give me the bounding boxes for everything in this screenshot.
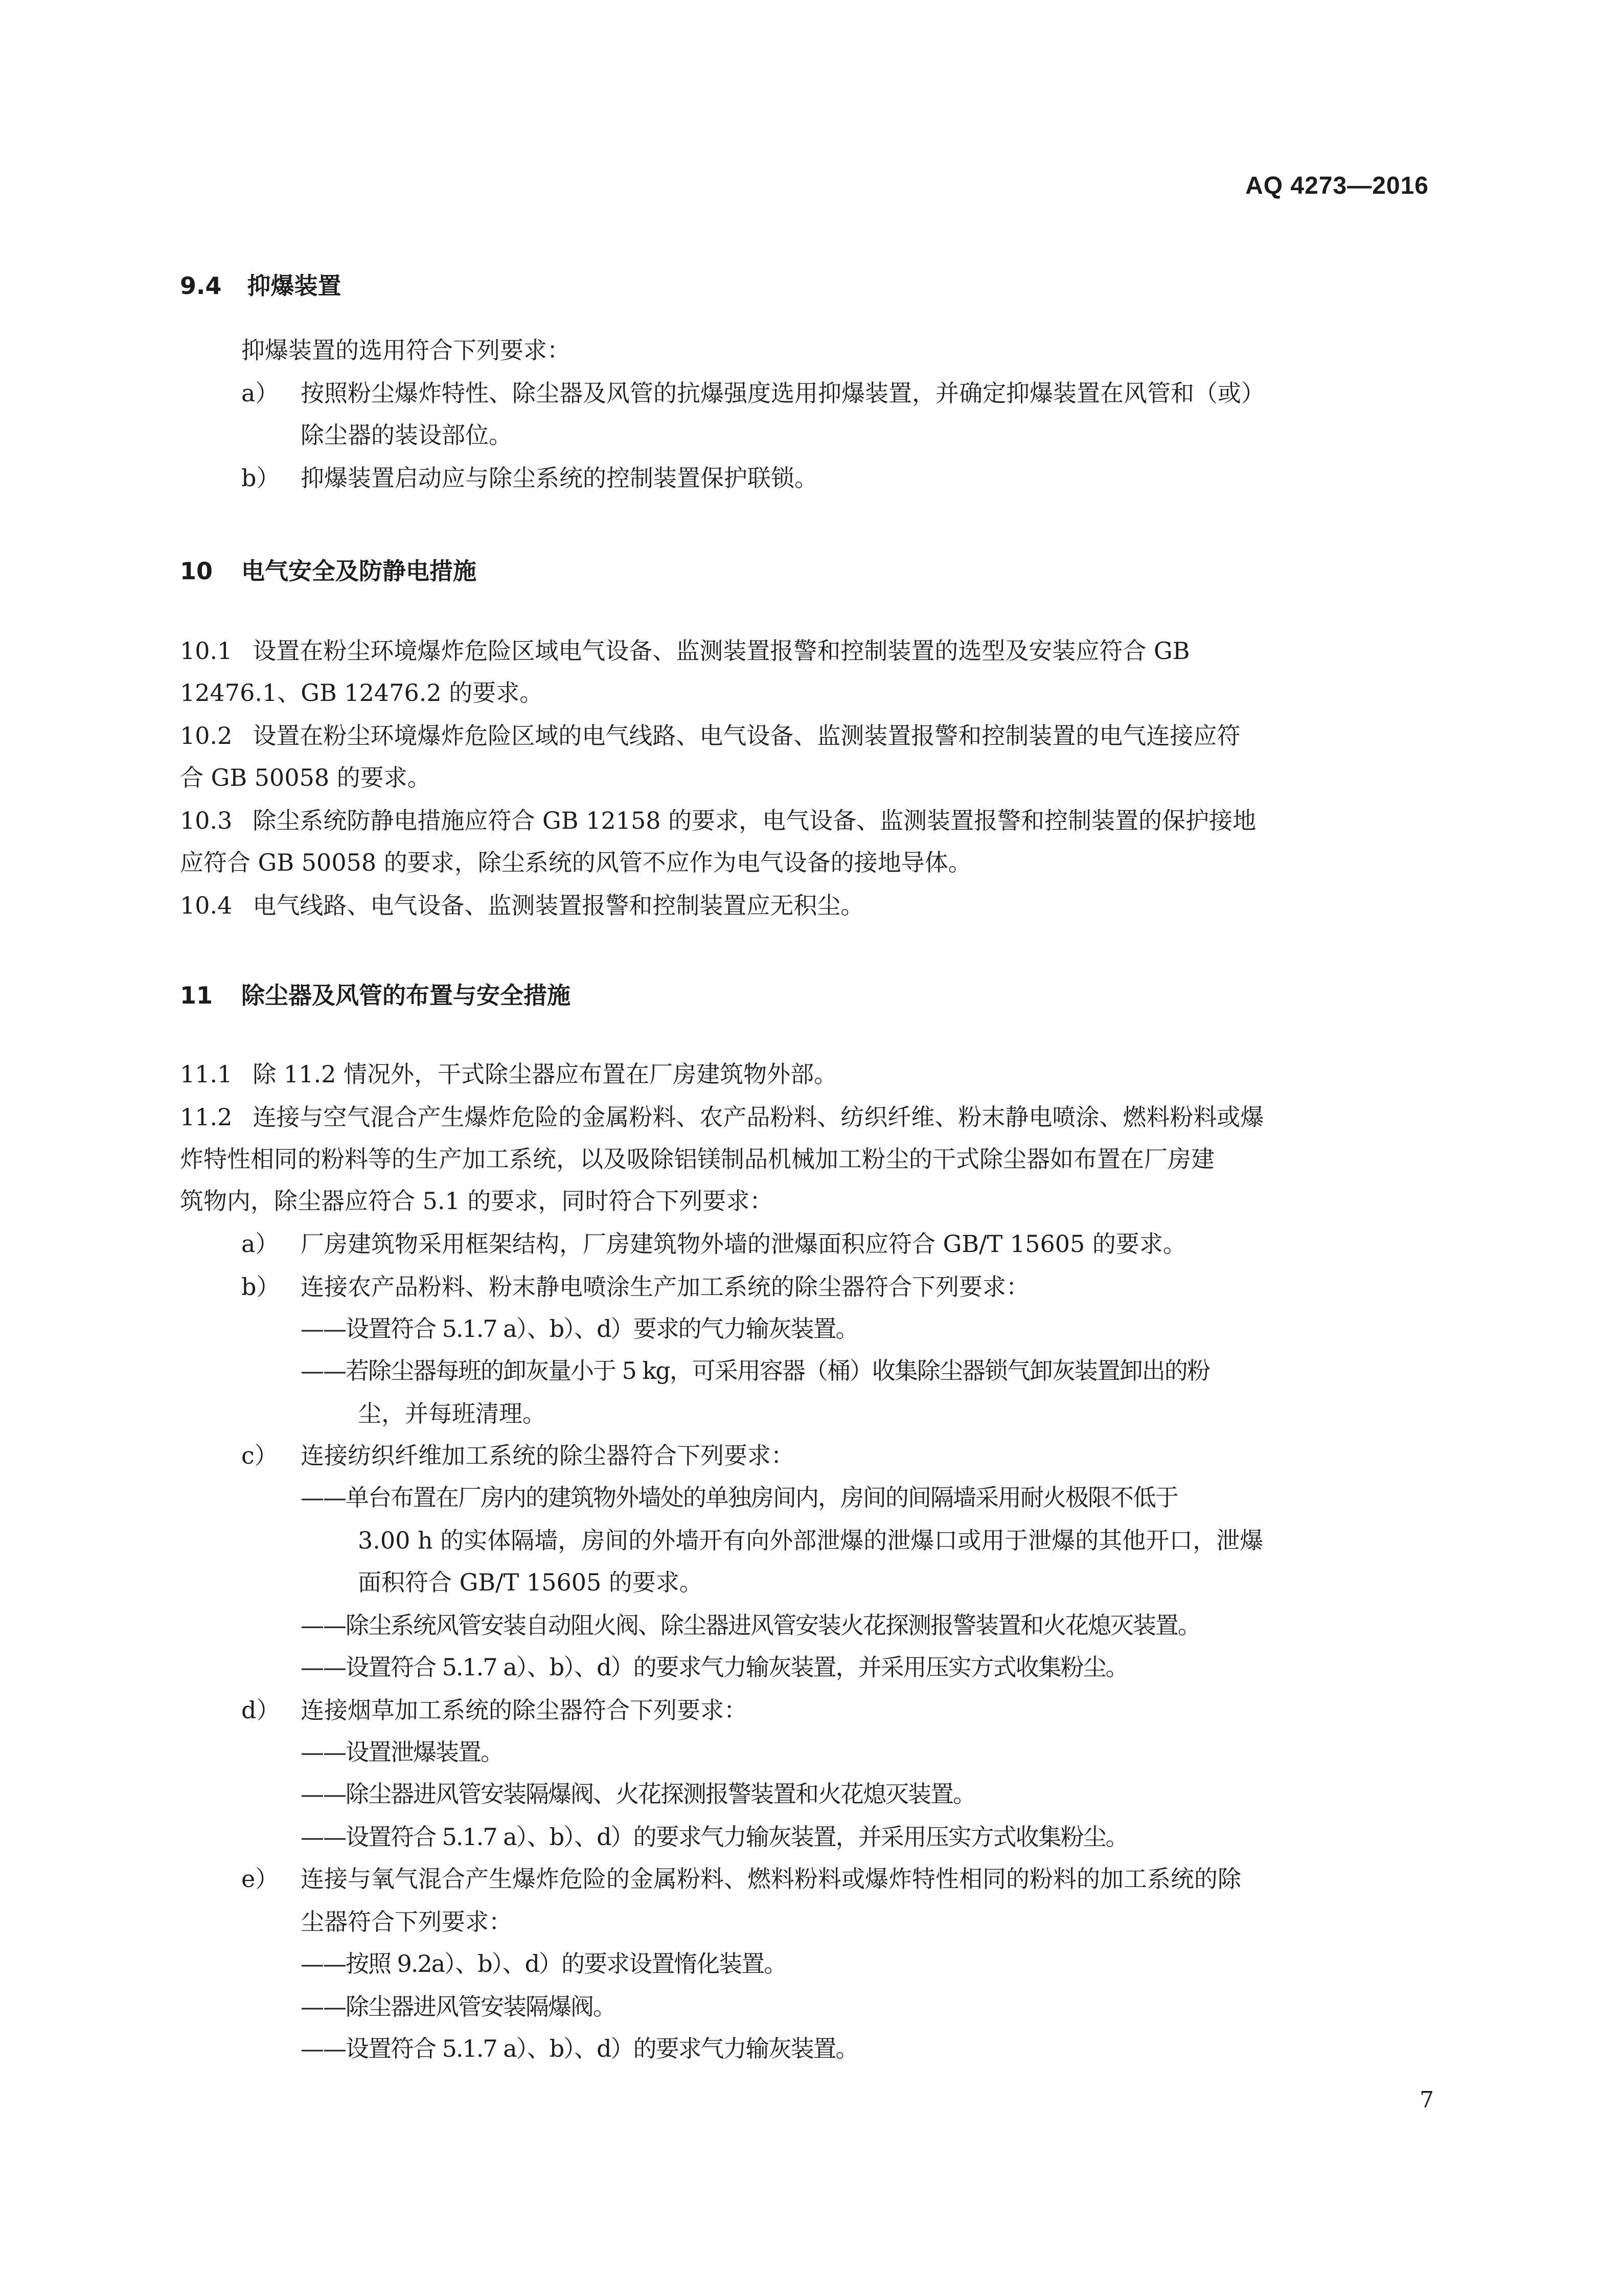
section-number: 11 — [180, 982, 213, 1009]
list-text: 连接纺织纤维加工系统的除尘器符合下列要求： — [301, 1442, 794, 1469]
list-text: 抑爆装置启动应与除尘系统的控制装置保护联锁。 — [301, 464, 818, 492]
list-marker: e） — [241, 1865, 279, 1893]
clause-10-1 — [180, 636, 1190, 666]
section-title: 除尘器及风管的布置与安全措施 — [241, 982, 570, 1009]
section-9-4-heading — [180, 271, 341, 301]
list-text: 连接烟草加工系统的除尘器符合下列要求： — [301, 1696, 747, 1724]
dash-item: ——按照 9.2a）、b）、d）的要求设置惰化装置。 — [301, 1950, 787, 1977]
clause-10-4 — [180, 891, 864, 920]
clause-text-cont: 合 GB 50058 的要求。 — [180, 764, 431, 791]
section-number: 10 — [180, 557, 213, 585]
clause-10-2 — [180, 721, 1240, 751]
clause-number: 11.2 — [180, 1103, 233, 1131]
list-item — [241, 1229, 1186, 1259]
dash-item-cont: 尘，并每班清理。 — [358, 1400, 546, 1427]
list-marker: a） — [241, 1230, 279, 1258]
page-number: 7 — [1420, 2087, 1434, 2113]
clause-number: 10.1 — [180, 637, 233, 665]
dash-item: ——设置符合 5.1.7 a）、b）、d）的要求气力输灰装置，并采用压实方式收集粉尘。 — [301, 1823, 1128, 1851]
clause-text-cont: 筑物内，除尘器应符合 5.1 的要求，同时符合下列要求： — [180, 1187, 773, 1215]
list-item — [241, 1441, 794, 1470]
list-marker: c） — [241, 1442, 278, 1469]
clause-text: 除 11.2 情况外，干式除尘器应布置在厂房建筑物外部。 — [253, 1060, 838, 1088]
list-item — [241, 378, 1265, 408]
dash-item: ——设置符合 5.1.7 a）、b）、d）要求的气力输灰装置。 — [301, 1315, 858, 1343]
list-item — [241, 463, 818, 493]
section-title: 电气安全及防静电措施 — [241, 557, 476, 585]
dash-item: ——除尘系统风管安装自动阻火阀、除尘器进风管安装火花探测报警装置和火花熄灭装置。 — [301, 1611, 1200, 1639]
section-11-heading — [180, 981, 570, 1010]
dash-item-cont: 面积符合 GB/T 15605 的要求。 — [358, 1568, 703, 1596]
list-text-cont: 除尘器的装设部位。 — [301, 421, 512, 449]
document-code-header: AQ 4273—2016 — [1245, 172, 1429, 199]
list-item — [241, 1272, 1030, 1302]
clause-text: 连接与空气混合产生爆炸危险的金属粉料、农产品粉料、纺织纤维、粉末静电喷涂、燃料粉料或爆 — [253, 1103, 1264, 1131]
clause-11-2 — [180, 1102, 1264, 1132]
list-item — [241, 1695, 747, 1725]
clause-text-cont: 炸特性相同的粉料等的生产加工系统，以及吸除铝镁制品机械加工粉尘的干式除尘器如布置在厂房建 — [180, 1145, 1215, 1173]
dash-item: ——单台布置在厂房内的建筑物外墙处的单独房间内，房间的间隔墙采用耐火极限不低于 — [301, 1484, 1178, 1511]
paragraph: 抑爆装置的选用符合下列要求： — [241, 336, 570, 364]
clause-10-3 — [180, 806, 1256, 835]
list-marker: d） — [241, 1696, 280, 1724]
list-text-cont: 尘器符合下列要求： — [301, 1908, 512, 1936]
list-text: 连接与氧气混合产生爆炸危险的金属粉料、燃料粉料或爆炸特性相同的粉料的加工系统的除 — [301, 1865, 1241, 1893]
clause-number: 10.3 — [180, 807, 233, 834]
dash-item: ——设置泄爆装置。 — [301, 1738, 503, 1766]
list-marker: a） — [241, 379, 279, 407]
clause-11-1 — [180, 1059, 837, 1089]
clause-text: 设置在粉尘环境爆炸危险区域电气设备、监测装置报警和控制装置的选型及安装应符合 GB — [253, 637, 1190, 665]
clause-number: 11.1 — [180, 1060, 233, 1088]
dash-item: ——除尘器进风管安装隔爆阀。 — [301, 1993, 615, 2020]
clause-text: 除尘系统防静电措施应符合 GB 12158 的要求，电气设备、监测装置报警和控制装置的保护接地 — [253, 807, 1257, 834]
dash-item: ——除尘器进风管安装隔爆阀、火花探测报警装置和火花熄灭装置。 — [301, 1780, 975, 1808]
section-title: 抑爆装置 — [247, 272, 341, 300]
dash-item-cont: 3.00 h 的实体隔墙，房间的外墙开有向外部泄爆的泄爆口或用于泄爆的其他开口，泄爆 — [358, 1527, 1264, 1554]
dash-item: ——设置符合 5.1.7 a）、b）、d）的要求气力输灰装置。 — [301, 2035, 858, 2062]
clause-number: 10.4 — [180, 892, 233, 919]
clause-text-cont: 应符合 GB 50058 的要求，除尘系统的风管不应作为电气设备的接地导体。 — [180, 849, 972, 876]
dash-item: ——设置符合 5.1.7 a）、b）、d）的要求气力输灰装置，并采用压实方式收集粉尘。 — [301, 1653, 1128, 1681]
list-marker: b） — [241, 464, 280, 492]
section-number: 9.4 — [180, 272, 222, 300]
list-text: 厂房建筑物采用框架结构，厂房建筑物外墙的泄爆面积应符合 GB/T 15605 的要求。 — [301, 1230, 1186, 1258]
list-marker: b） — [241, 1273, 280, 1301]
list-item — [241, 1864, 1241, 1894]
dash-item: ——若除尘器每班的卸灰量小于 5 kg，可采用容器（桶）收集除尘器锁气卸灰装置卸出的粉 — [301, 1357, 1209, 1384]
list-text: 连接农产品粉料、粉末静电喷涂生产加工系统的除尘器符合下列要求： — [301, 1273, 1030, 1301]
list-text: 按照粉尘爆炸特性、除尘器及风管的抗爆强度选用抑爆装置，并确定抑爆装置在风管和（或） — [301, 379, 1265, 407]
clause-number: 10.2 — [180, 722, 233, 749]
clause-text: 电气线路、电气设备、监测装置报警和控制装置应无积尘。 — [253, 892, 864, 919]
clause-text: 设置在粉尘环境爆炸危险区域的电气线路、电气设备、监测装置报警和控制装置的电气连接应符 — [253, 722, 1241, 749]
clause-text-cont: 12476.1、GB 12476.2 的要求。 — [180, 679, 543, 707]
section-10-heading — [180, 556, 476, 586]
